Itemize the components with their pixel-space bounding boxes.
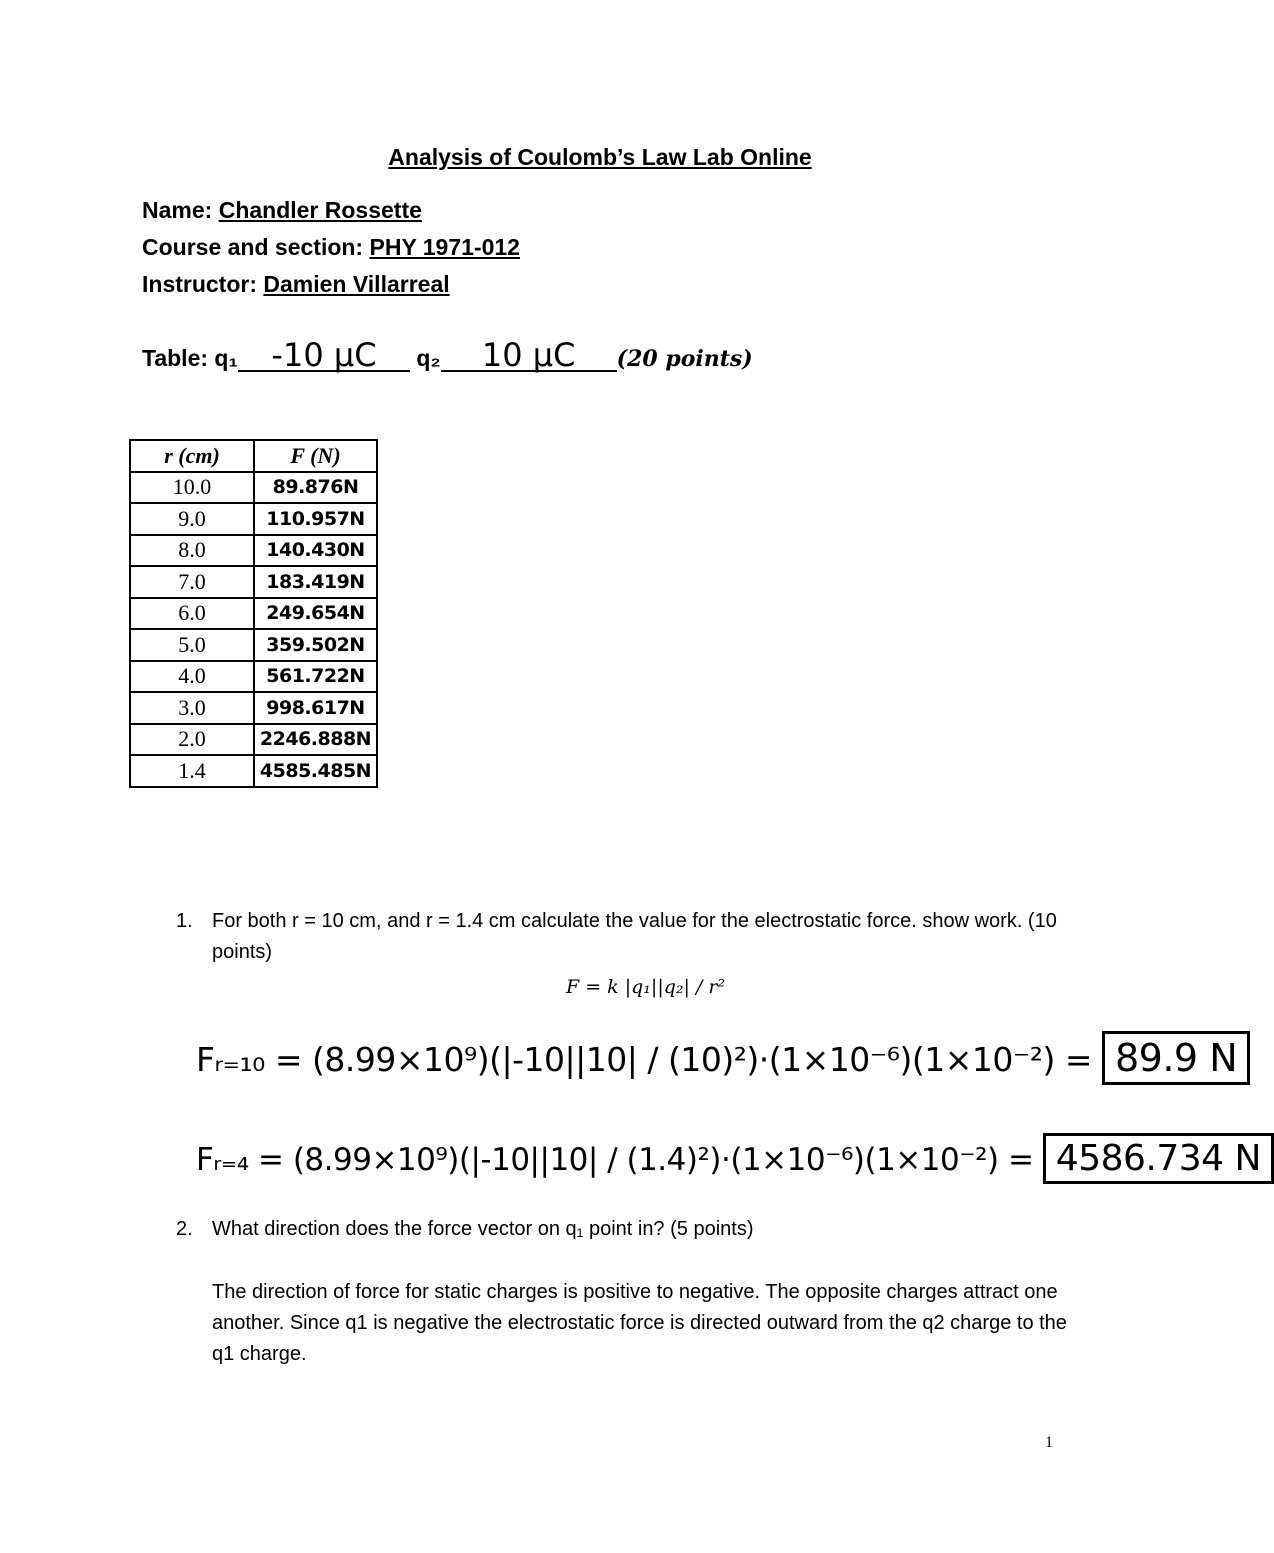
- cell-r: 6.0: [130, 598, 254, 630]
- q1-value: -10 μC: [238, 340, 410, 372]
- coulomb-formula: F = k |q₁||q₂| / r²: [566, 976, 726, 998]
- work-line-1-text: Fᵣ₌₁₀ = (8.99×10⁹)(|-10||10| / (10)²)·(1×10⁻⁶)(1×10⁻²) =: [196, 1040, 1092, 1079]
- q2-value: 10 μC: [441, 340, 617, 372]
- cell-r: 5.0: [130, 629, 254, 661]
- table-row: [130, 724, 377, 756]
- q1-label: Table: q₁: [142, 345, 238, 371]
- instructor-value: Damien Villarreal: [263, 271, 450, 297]
- answer-2-box: 4586.734 N: [1043, 1133, 1274, 1184]
- cell-r: 1.4: [130, 755, 254, 787]
- cell-f: 183.419N: [254, 566, 377, 598]
- question-1-number: 1.: [176, 910, 193, 932]
- cell-r: 7.0: [130, 566, 254, 598]
- table-row: [130, 566, 377, 598]
- cell-r: 9.0: [130, 503, 254, 535]
- course-line: [142, 234, 520, 261]
- table-row: [130, 503, 377, 535]
- charges-line: [142, 336, 753, 374]
- work-line-2-text: Fᵣ₌₄ = (8.99×10⁹)(|-10||10| / (1.4)²)·(1×10⁻⁶)(1×10⁻²) =: [196, 1142, 1034, 1178]
- table-header-row: [130, 440, 377, 472]
- question-2-number: 2.: [176, 1218, 193, 1240]
- work-line-1: [196, 1036, 1250, 1080]
- answer-1-box: 89.9 N: [1102, 1031, 1250, 1085]
- header-f: F (N): [254, 440, 377, 472]
- points-label: (20 points): [616, 346, 753, 372]
- page-number: 1: [1045, 1434, 1053, 1451]
- name-line: [142, 197, 422, 224]
- table-row: [130, 692, 377, 724]
- force-table: [129, 439, 378, 788]
- cell-f: 249.654N: [254, 598, 377, 630]
- name-label: Name:: [142, 197, 213, 223]
- cell-r: 2.0: [130, 724, 254, 756]
- cell-r: 8.0: [130, 535, 254, 567]
- cell-f: 561.722N: [254, 661, 377, 693]
- table-row: [130, 629, 377, 661]
- cell-f: 998.617N: [254, 692, 377, 724]
- instructor-line: [142, 271, 450, 298]
- cell-f: 2246.888N: [254, 724, 377, 756]
- cell-f: 359.502N: [254, 629, 377, 661]
- course-value: PHY 1971-012: [369, 234, 520, 260]
- cell-r: 4.0: [130, 661, 254, 693]
- table-row: [130, 661, 377, 693]
- cell-f: 89.876N: [254, 472, 377, 504]
- question-2-answer: The direction of force for static charges is positive to negative. The opposite charges attract one another. Since q1 is negative the electrostatic force is directed outward from the q2 charge to the q1 charge.: [212, 1281, 1067, 1365]
- q2-label: q₂: [416, 345, 441, 371]
- table-row: [130, 755, 377, 787]
- question-1-text: For both r = 10 cm, and r = 1.4 cm calculate the value for the electrostatic force. show work. (10 points): [212, 910, 1057, 963]
- table-row: [130, 535, 377, 567]
- name-value: Chandler Rossette: [218, 197, 422, 223]
- cell-r: 3.0: [130, 692, 254, 724]
- question-2-text: What direction does the force vector on q₁ point in? (5 points): [212, 1218, 754, 1240]
- cell-f: 140.430N: [254, 535, 377, 567]
- cell-r: 10.0: [130, 472, 254, 504]
- instructor-label: Instructor:: [142, 271, 257, 297]
- work-line-2: [196, 1138, 1274, 1179]
- cell-f: 4585.485N: [254, 755, 377, 787]
- document-title: Analysis of Coulomb’s Law Lab Online: [388, 144, 812, 170]
- cell-f: 110.957N: [254, 503, 377, 535]
- table-row: [130, 472, 377, 504]
- header-r: r (cm): [130, 440, 254, 472]
- table-row: [130, 598, 377, 630]
- course-label: Course and section:: [142, 234, 364, 260]
